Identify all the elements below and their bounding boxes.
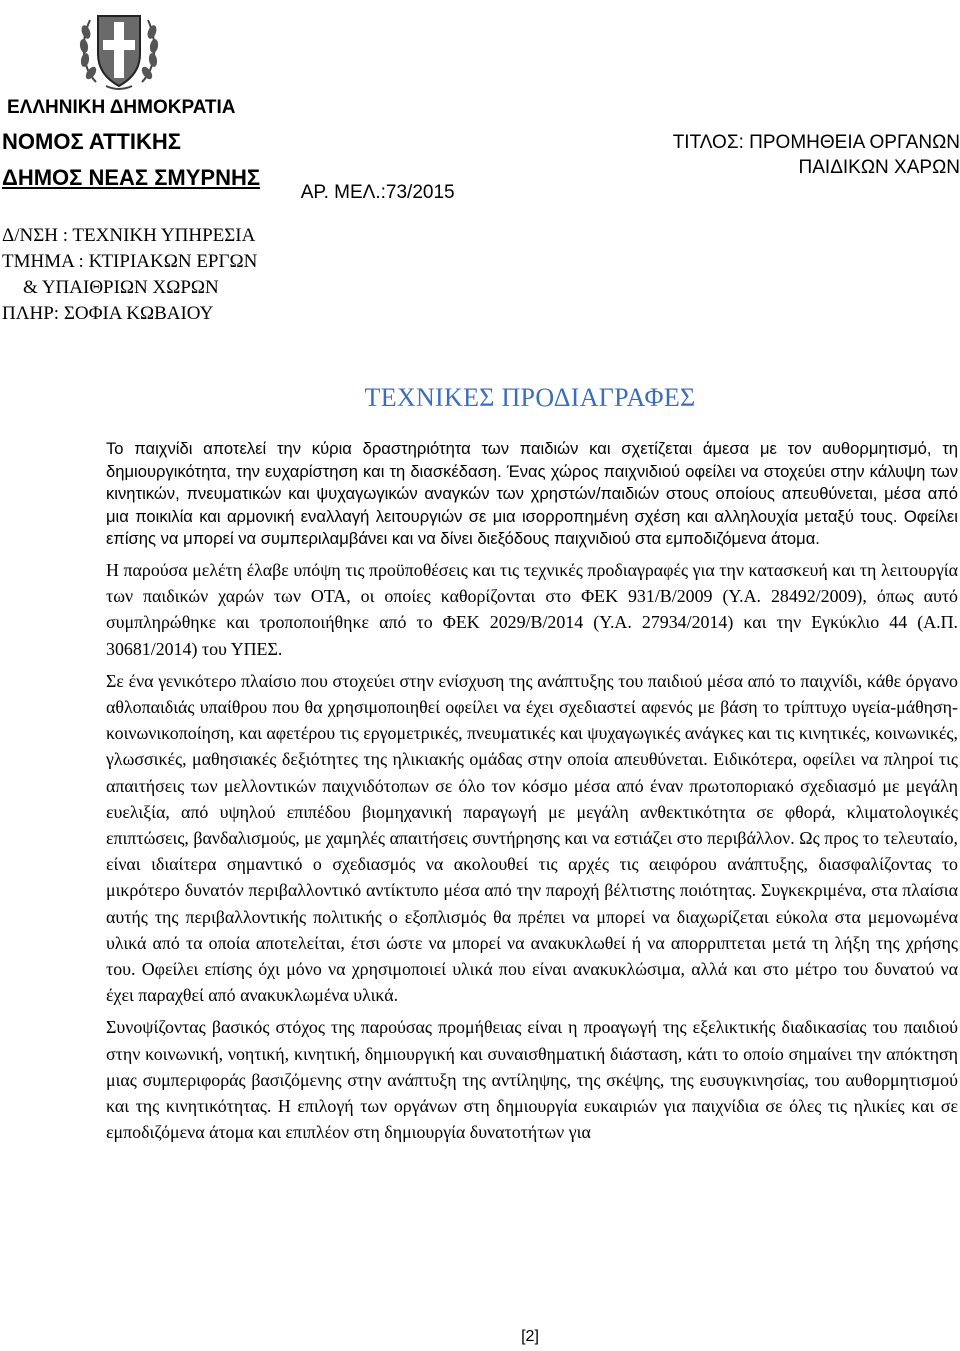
section-line-continued: & ΥΠΑΙΘΡΙΩΝ ΧΩΡΩΝ [23, 277, 219, 298]
project-title-block [300, 130, 960, 203]
body-paragraph: Το παιχνίδι αποτελεί την κύρια δραστηριότητα των παιδιών και σχετίζεται άμεσα με τον αυθορμητισμό, τη δημιουργικότητα, την ευχαρίστηση και τη διασκέδαση. Ένας χώρος παιχνιδιού οφείλει να στοχεύει στην κάλυψη των κινητικών, πνευματικών και ψυχαγωγικών αναγκών των χρηστών/παιδιών στους οποίους απευθύνεται, μέσα από μια ποικιλία και αρμονική εναλλαγή λειτουργιών σε μια ισορροπημένη σχέση και αλληλουχία μεταξύ τους. Οφείλει επίσης να μπορεί να συμπεριλαμβάνει και να δίνει διεξόδους παιχνιδιού στα εμποδιζόμενα άτομα. [106, 439, 958, 549]
contact-line: ΠΛΗΡ: ΣΟΦΙΑ ΚΩΒΑΙΟΥ [2, 303, 214, 324]
study-number: ΑΡ. ΜΕΛ.:73/2015 [300, 182, 455, 203]
greek-coat-of-arms-emblem [76, 2, 162, 94]
department-block [2, 223, 257, 327]
project-title-line1: ΤΙΤΛΟΣ: ΠΡΟΜΗΘΕΙΑ ΟΡΓΑΝΩΝ [672, 132, 960, 153]
section-line: ΤΜΗΜΑ : ΚΤΙΡΙΑΚΩΝ ΕΡΓΩΝ [2, 251, 258, 272]
department-line: Δ/ΝΣΗ : ΤΕΧΝΙΚΗ ΥΠΗΡΕΣΙΑ [2, 225, 256, 246]
laurel-cross-icon [76, 2, 162, 94]
prefecture-heading: ΝΟΜΟΣ ΑΤΤΙΚΗΣ [2, 129, 181, 154]
body-paragraph: Σε ένα γενικότερο πλαίσιο που στοχεύει στην ενίσχυση της ανάπτυξης του παιδιού μέσα από το παιχνίδι, κάθε όργανο αθλοπαιδιάς υπαίθρου που θα χρησιμοποιηθεί οφείλει να έχει σχεδιαστεί αφενός με βάση το τρίπτυχο υγεία-μάθηση-κοινωνικοποίηση, και αφετέρου τις εργομετρικές, πνευματικές και ψυχαγωγικές ανάγκες και τις κινητικές, κοινωνικές, γλωσσικές, μαθησιακές δεξιότητες της ηλικιακής ομάδας στην οποία απευθύνεται. Ειδικότερα, οφείλει να πληροί τις απαιτήσεις των μελλοντικών παιχνιδότοπων σε όλο τον κόσμο μέσα από έναν πρωτοποριακό σχεδιασμό με μεγάλη ευελιξία, από υψηλού επιπέδου βιομηχανική παραγωγή με μεγάλη ανθεκτικότητα σε φθορά, κλιματολογικές επιπτώσεις, βανδαλισμούς, με χαμηλές απαιτήσεις συντήρησης και να εστιάζει στο περιβάλλον. Ως προς το τελευταίο, είναι ιδιαίτερα σημαντικό ο σχεδιασμός να ακολουθεί τις αρχές τις αειφόρου ανάπτυξης, διασφαλίζοντας το μικρότερο δυνατόν περιβαλλοντικό αντίκτυπο μέσα από την παροχή βέλτιστης ποιότητας. Συγκεκριμένα, στα πλαίσια αυτής της περιβαλλοντικής πολιτικής ο εξοπλισμός θα πρέπει να μπορεί να διαχωρίζεται εύκολα στα μεμονωμένα υλικά από τα οποία αποτελείται, έτσι ώστε να μπορεί να ανακυκλωθεί ή να απορριπτεται μετά τη λήξη της χρήσης του. Οφείλει επίσης όχι μόνο να χρησιμοποιεί υλικά που είναι ανακυκλώσιμα, αλλά και στο μέτρο του δυνατού να έχει παραχθεί από ανακυκλωμένα υλικά. [106, 670, 958, 1006]
body-paragraph: Η παρούσα μελέτη έλαβε υπόψη τις προϋποθέσεις και τις τεχνικές προδιαγραφές για την κατασκευή και τη λειτουργία των παιδικών χαρών των ΟΤΑ, οι οποίες καθορίζονται στο ΦΕΚ 931/Β/2009 (Υ.Α. 28492/2009), όπως αυτό συμπληρώθηκε και τροποποιήθηκε από το ΦΕΚ 2029/Β/2014 (Υ.Α. 27934/2014) και την Εγκύκλιο 44 (Α.Π. 30681/2014) του ΥΠΕΣ. [106, 559, 958, 659]
municipality-heading: ΔΗΜΟΣ ΝΕΑΣ ΣΜΥΡΝΗΣ [2, 165, 261, 190]
document-body [106, 438, 958, 1151]
page-number: [2] [521, 1328, 539, 1345]
document-heading: ΤΕΧΝΙΚΕΣ ΠΡΟΔΙΑΓΡΑΦΕΣ [364, 383, 696, 412]
project-title-line2: ΠΑΙΔΙΚΩΝ ΧΑΡΩΝ [798, 157, 960, 178]
country-heading: ΕΛΛΗΝΙΚΗ ΔΗΜΟΚΡΑΤΙΑ [7, 97, 236, 118]
body-paragraph: Συνοψίζοντας βασικός στόχος της παρούσας προμήθειας είναι η προαγωγή της εξελικτικής διαδικασίας του παιδιού στην κοινωνική, νοητική, κινητική, δημιουργική και συναισθηματική διάσταση, κάτι το οποίο σημαίνει την απόκτηση μιας συμπεριφοράς βασιζόμενης στην ανάπτυξη της αντίληψης, της σκέψης, της ευσυγκινησίας, του αυθορμητισμού και της κινητικότητας. Η επιλογή των οργάνων στη δημιουργία ευκαιριών για παιχνίδια σε όλες τις ηλικίες και σε εμποδιζόμενα άτομα και επιπλέον στη δημιουργία δυνατοτήτων για [106, 1017, 958, 1143]
